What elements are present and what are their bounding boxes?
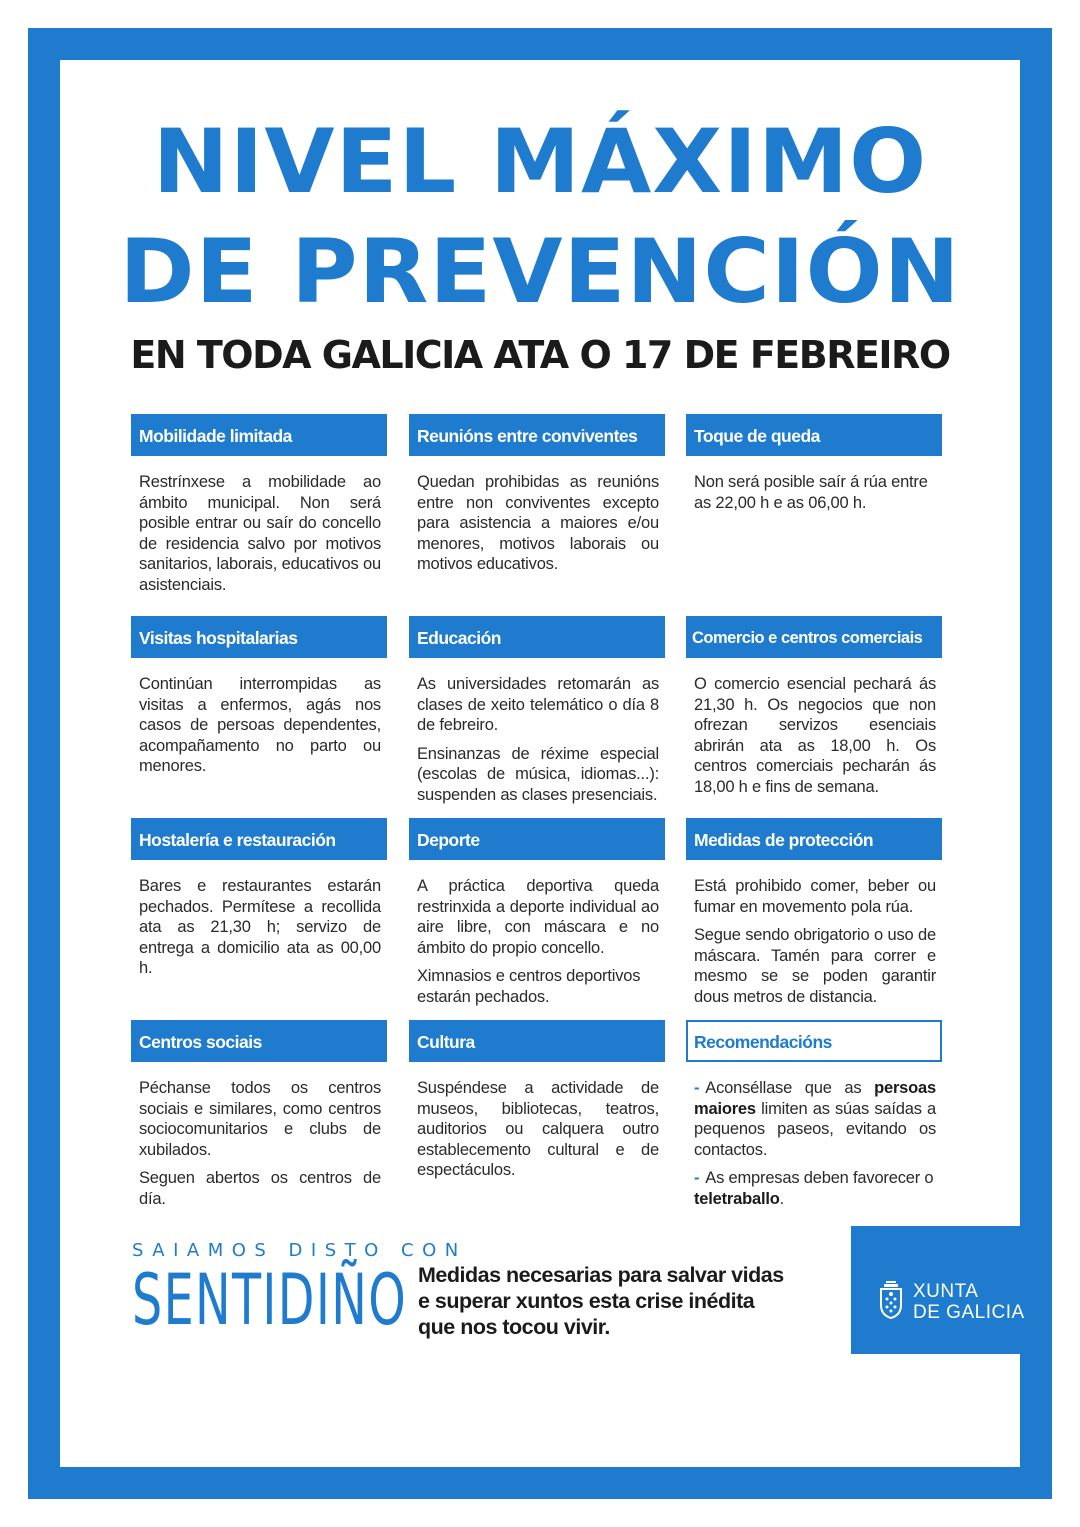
card-text: Péchanse todos os centros sociais e similares, como centros sociocomunitarios e clubs de xubilados.: [139, 1079, 381, 1159]
card-mobilidade: [131, 414, 387, 596]
card-body: [131, 472, 387, 596]
card-title: Cultura: [409, 1020, 665, 1062]
card-comercio: [686, 616, 942, 798]
card-text: Continúan interrompidas as visitas a enfermos, agás nos casos de persoas dependentes, acompañamento no parto ou menores.: [139, 675, 381, 776]
slogan-sentidino: SENTIDIÑO: [132, 1259, 408, 1341]
card-medidas-proteccion: [686, 818, 942, 1008]
card-body: [131, 674, 387, 777]
card-text: Segue sendo obrigatorio o uso de máscara. Tamén para correr e mesmo se se poden garantir dous metros de distancia.: [694, 926, 936, 1006]
card-centros-sociais: [131, 1020, 387, 1210]
card-deporte: [409, 818, 665, 1008]
card-text: Suspéndese a actividade de museos, bibliotecas, teatros, auditorios ou calquera outro establecemento cultural e de espectáculos.: [417, 1079, 659, 1180]
logo-line: DE GALICIA: [913, 1302, 1025, 1323]
card-text: Restrínxese a mobilidade ao ámbito municipal. Non será posible entrar ou saír do concello de residencia salvo por motivos sanitarios, laborais, educativos ou asistenciais.: [139, 473, 381, 594]
rec-text: As empresas deben favorecer o: [705, 1169, 934, 1188]
card-title: Centros sociais: [131, 1020, 387, 1062]
card-cultura: [409, 1020, 665, 1181]
card-text: Bares e restaurantes estarán pechados. Permítese a recollida ata as 21,30 h; servizo de entrega a domicilio ata as 00,00 h.: [139, 877, 381, 978]
card-title: Toque de queda: [686, 414, 942, 456]
card-body: [409, 876, 665, 1008]
galicia-coat-of-arms-icon: [877, 1281, 905, 1319]
card-text: As universidades retomarán as clases de xeito telemático o día 8 de febreiro.: [417, 675, 659, 735]
card-title: Deporte: [409, 818, 665, 860]
xunta-logo-text: [913, 1281, 1025, 1323]
logo-line: XUNTA: [913, 1281, 979, 1302]
card-body: [409, 674, 665, 806]
card-title: Hostalería e restauración: [131, 818, 387, 860]
recommendation-item: [694, 1078, 936, 1160]
card-text: Non será posible saír á rúa entre as 22,00 h e as 06,00 h.: [694, 473, 928, 512]
rec-highlight: persoas maiores: [694, 1079, 936, 1118]
card-visitas-hospitalarias: [131, 616, 387, 777]
card-body: [131, 876, 387, 979]
card-text: Seguen abertos os centros de día.: [139, 1169, 381, 1208]
card-body: [686, 1078, 942, 1210]
card-recomendacions: [686, 1020, 942, 1210]
card-body: [131, 1078, 387, 1210]
card-text: O comercio esencial pechará ás 21,30 h. Os negocios que non ofrezan servizos esenciais abrirán ata as 18,00 h. Os centros comerciais pecharán ás 18,00 h e fins de semana.: [694, 675, 936, 796]
card-educacion: [409, 616, 665, 806]
card-text: Ensinanzas de réxime especial (escolas de música, idiomas...): suspenden as clases presenciais.: [417, 744, 659, 804]
card-body: [686, 674, 942, 798]
card-title: Reunións entre conviventes: [409, 414, 665, 456]
card-text: A práctica deportiva queda restrinxida a deporte individual ao aire libre, con máscara e no ámbito do propio concello.: [417, 877, 659, 957]
dash-bullet: -: [694, 1079, 700, 1097]
card-toque-de-queda: [686, 414, 942, 513]
rec-text: .: [779, 1189, 785, 1208]
card-body: [686, 472, 942, 513]
closing-line: Medidas necesarias para salvar vidas: [418, 1263, 784, 1287]
closing-line: que nos tocou vivir.: [418, 1315, 610, 1339]
recommendation-item: [694, 1168, 936, 1209]
card-reunions: [409, 414, 665, 575]
card-title: Educación: [409, 616, 665, 658]
card-title: Mobilidade limitada: [131, 414, 387, 456]
card-text: Ximnasios e centros deportivos estarán pechados.: [417, 967, 641, 1006]
card-title: Visitas hospitalarias: [131, 616, 387, 658]
card-body: [409, 1078, 665, 1181]
card-text: Quedan prohibidas as reunións entre non conviventes excepto para asistencia a maiores e/ou menores, motivos laborais ou motivos educativos.: [417, 473, 659, 574]
rec-highlight: teletraballo: [694, 1189, 780, 1208]
rec-text: limiten as súas saídas a pequenos paseos, evitando os contactos.: [694, 1099, 936, 1159]
card-text: Está prohibido comer, beber ou fumar en movemento pola rúa.: [694, 877, 936, 916]
card-hostaleria: [131, 818, 387, 979]
card-body: [409, 472, 665, 575]
dash-bullet: -: [694, 1169, 700, 1188]
closing-message: [418, 1262, 838, 1340]
slogan-small: SAIAMOS DISTO CON: [132, 1240, 467, 1261]
xunta-logo: [851, 1226, 1025, 1354]
main-title-line2: DE PREVENCIÓN: [119, 220, 961, 323]
subtitle: EN TODA GALICIA ATA O 17 DE FEBREIRO: [130, 333, 950, 377]
card-body: [686, 876, 942, 1008]
card-title: Medidas de protección: [686, 818, 942, 860]
closing-line: e superar xuntos esta crise inédita: [418, 1289, 755, 1313]
main-title-line1: NIVEL MÁXIMO: [152, 110, 928, 213]
card-title: Comercio e centros comerciais: [686, 616, 942, 658]
rec-text: Aconséllase que as: [705, 1079, 875, 1097]
card-title: Recomendacións: [686, 1020, 942, 1062]
